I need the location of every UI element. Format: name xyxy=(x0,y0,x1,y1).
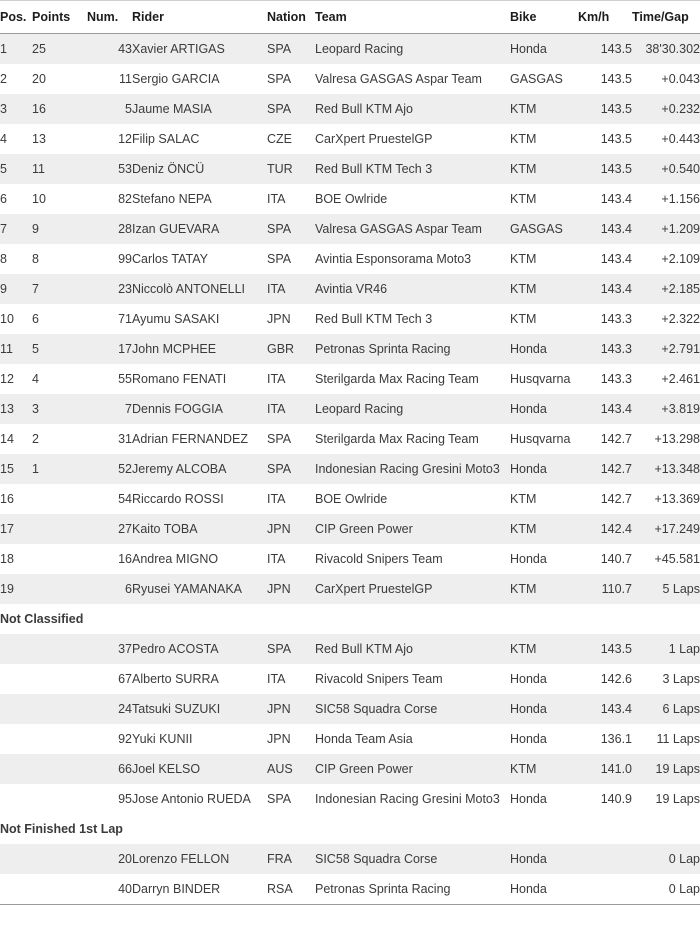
cell-gap: +0.043 xyxy=(632,64,700,94)
cell-kmh: 110.7 xyxy=(578,574,632,604)
cell-rider: Joel KELSO xyxy=(132,754,267,784)
cell-num: 20 xyxy=(87,844,132,874)
cell-pos: 16 xyxy=(0,484,32,514)
cell-rider: Ayumu SASAKI xyxy=(132,304,267,334)
table-row[interactable] xyxy=(0,484,700,514)
cell-bike: Honda xyxy=(510,334,578,364)
cell-rider: Izan GUEVARA xyxy=(132,214,267,244)
cell-rider: Romano FENATI xyxy=(132,364,267,394)
cell-rider: John MCPHEE xyxy=(132,334,267,364)
cell-gap: 0 Lap xyxy=(632,874,700,905)
cell-kmh: 143.4 xyxy=(578,244,632,274)
cell-bike: KTM xyxy=(510,514,578,544)
cell-pos: 1 xyxy=(0,34,32,65)
table-row[interactable] xyxy=(0,64,700,94)
cell-gap: 3 Laps xyxy=(632,664,700,694)
column-header-points[interactable]: Points xyxy=(32,1,87,34)
table-row[interactable] xyxy=(0,574,700,604)
cell-points xyxy=(32,844,87,874)
table-row[interactable] xyxy=(0,154,700,184)
cell-pos xyxy=(0,694,32,724)
table-row[interactable] xyxy=(0,844,700,874)
cell-team: Indonesian Racing Gresini Moto3 xyxy=(315,454,510,484)
cell-rider: Darryn BINDER xyxy=(132,874,267,905)
cell-gap: 6 Laps xyxy=(632,694,700,724)
cell-num: 16 xyxy=(87,544,132,574)
cell-num: 11 xyxy=(87,64,132,94)
cell-nation: SPA xyxy=(267,214,315,244)
cell-nation: ITA xyxy=(267,394,315,424)
cell-bike: Honda xyxy=(510,454,578,484)
cell-num: 6 xyxy=(87,574,132,604)
table-row[interactable] xyxy=(0,784,700,814)
cell-kmh: 141.0 xyxy=(578,754,632,784)
cell-gap: +13.369 xyxy=(632,484,700,514)
cell-gap: +2.109 xyxy=(632,244,700,274)
cell-nation: GBR xyxy=(267,334,315,364)
cell-points: 20 xyxy=(32,64,87,94)
cell-rider: Lorenzo FELLON xyxy=(132,844,267,874)
cell-num: 66 xyxy=(87,754,132,784)
cell-bike: Honda xyxy=(510,664,578,694)
column-header-gap[interactable]: Time/Gap xyxy=(632,1,700,34)
cell-num: 53 xyxy=(87,154,132,184)
cell-team: Red Bull KTM Ajo xyxy=(315,634,510,664)
column-header-kmh[interactable]: Km/h xyxy=(578,1,632,34)
cell-points: 7 xyxy=(32,274,87,304)
cell-team: Red Bull KTM Ajo xyxy=(315,94,510,124)
cell-nation: SPA xyxy=(267,784,315,814)
table-row[interactable] xyxy=(0,34,700,65)
table-header xyxy=(0,1,700,34)
cell-rider: Andrea MIGNO xyxy=(132,544,267,574)
table-row[interactable] xyxy=(0,424,700,454)
cell-team: Avintia Esponsorama Moto3 xyxy=(315,244,510,274)
cell-points: 4 xyxy=(32,364,87,394)
cell-bike: KTM xyxy=(510,184,578,214)
cell-gap: +45.581 xyxy=(632,544,700,574)
table-body xyxy=(0,34,700,935)
cell-nation: ITA xyxy=(267,364,315,394)
cell-team: SIC58 Squadra Corse xyxy=(315,694,510,724)
cell-bike: KTM xyxy=(510,754,578,784)
cell-num: 52 xyxy=(87,454,132,484)
cell-points: 11 xyxy=(32,154,87,184)
cell-team: Leopard Racing xyxy=(315,394,510,424)
cell-kmh: 143.5 xyxy=(578,634,632,664)
cell-gap: 19 Laps xyxy=(632,754,700,784)
cell-gap: 19 Laps xyxy=(632,784,700,814)
table-row[interactable] xyxy=(0,214,700,244)
cell-bike: KTM xyxy=(510,304,578,334)
cell-pos xyxy=(0,754,32,784)
cell-pos: 12 xyxy=(0,364,32,394)
cell-kmh: 140.9 xyxy=(578,784,632,814)
cell-gap: 1 Lap xyxy=(632,634,700,664)
cell-points xyxy=(32,634,87,664)
cell-points: 8 xyxy=(32,244,87,274)
cell-points xyxy=(32,514,87,544)
cell-points xyxy=(32,874,87,905)
cell-nation: TUR xyxy=(267,154,315,184)
cell-gap: +2.185 xyxy=(632,274,700,304)
cell-pos: 8 xyxy=(0,244,32,274)
cell-team: CIP Green Power xyxy=(315,754,510,784)
cell-pos: 10 xyxy=(0,304,32,334)
cell-team: SIC58 Squadra Corse xyxy=(315,844,510,874)
cell-pos xyxy=(0,634,32,664)
cell-gap: +2.461 xyxy=(632,364,700,394)
cell-kmh: 143.4 xyxy=(578,214,632,244)
cell-points: 25 xyxy=(32,34,87,65)
cell-kmh: 143.3 xyxy=(578,364,632,394)
cell-num: 54 xyxy=(87,484,132,514)
cell-team: Honda Team Asia xyxy=(315,724,510,754)
column-header-bike[interactable]: Bike xyxy=(510,1,578,34)
cell-bike: KTM xyxy=(510,484,578,514)
cell-points xyxy=(32,544,87,574)
cell-rider: Filip SALAC xyxy=(132,124,267,154)
cell-points: 10 xyxy=(32,184,87,214)
table-row[interactable] xyxy=(0,694,700,724)
cell-nation: AUS xyxy=(267,754,315,784)
cell-team: CIP Green Power xyxy=(315,514,510,544)
cell-kmh: 143.3 xyxy=(578,334,632,364)
cell-nation: JPN xyxy=(267,514,315,544)
cell-bike: KTM xyxy=(510,94,578,124)
cell-rider: Riccardo ROSSI xyxy=(132,484,267,514)
cell-kmh xyxy=(578,874,632,905)
cell-pos: 5 xyxy=(0,154,32,184)
table-row[interactable] xyxy=(0,304,700,334)
cell-bike: Honda xyxy=(510,874,578,905)
cell-points xyxy=(32,724,87,754)
column-header-num[interactable]: Num. xyxy=(87,1,132,34)
cell-pos: 9 xyxy=(0,274,32,304)
cell-bike: Honda xyxy=(510,694,578,724)
cell-points xyxy=(32,484,87,514)
cell-team: Valresa GASGAS Aspar Team xyxy=(315,214,510,244)
cell-bike: Honda xyxy=(510,724,578,754)
cell-team: Avintia VR46 xyxy=(315,274,510,304)
cell-points: 1 xyxy=(32,454,87,484)
cell-team: CarXpert PruestelGP xyxy=(315,124,510,154)
cell-nation: SPA xyxy=(267,34,315,65)
cell-kmh: 143.3 xyxy=(578,304,632,334)
cell-team: Rivacold Snipers Team xyxy=(315,544,510,574)
cell-points xyxy=(32,754,87,784)
cell-pos xyxy=(0,874,32,905)
cell-gap: 5 Laps xyxy=(632,574,700,604)
cell-nation: JPN xyxy=(267,724,315,754)
cell-team: Petronas Sprinta Racing xyxy=(315,334,510,364)
section-heading: Not Classified xyxy=(0,604,700,634)
cell-pos: 7 xyxy=(0,214,32,244)
cell-kmh: 136.1 xyxy=(578,724,632,754)
cell-kmh: 142.4 xyxy=(578,514,632,544)
cell-gap: +17.249 xyxy=(632,514,700,544)
header-row xyxy=(0,1,700,34)
cell-kmh: 142.7 xyxy=(578,424,632,454)
section-heading-row xyxy=(0,814,700,844)
cell-kmh: 143.5 xyxy=(578,94,632,124)
cell-bike: KTM xyxy=(510,244,578,274)
cell-rider: Carlos TATAY xyxy=(132,244,267,274)
cell-num: 28 xyxy=(87,214,132,244)
cell-points: 9 xyxy=(32,214,87,244)
cell-bike: GASGAS xyxy=(510,64,578,94)
cell-points xyxy=(32,574,87,604)
cell-gap: +1.156 xyxy=(632,184,700,214)
cell-kmh: 142.7 xyxy=(578,484,632,514)
cell-rider: Tatsuki SUZUKI xyxy=(132,694,267,724)
table-row[interactable] xyxy=(0,364,700,394)
cell-bike: Honda xyxy=(510,34,578,65)
cell-gap: 38'30.302 xyxy=(632,34,700,65)
table-row[interactable] xyxy=(0,874,700,905)
cell-team: Petronas Sprinta Racing xyxy=(315,874,510,905)
cell-bike: KTM xyxy=(510,634,578,664)
cell-nation: ITA xyxy=(267,544,315,574)
cell-rider: Jeremy ALCOBA xyxy=(132,454,267,484)
cell-nation: SPA xyxy=(267,94,315,124)
cell-bike: KTM xyxy=(510,274,578,304)
cell-rider: Ryusei YAMANAKA xyxy=(132,574,267,604)
cell-pos xyxy=(0,664,32,694)
cell-pos: 14 xyxy=(0,424,32,454)
cell-rider: Alberto SURRA xyxy=(132,664,267,694)
column-header-pos[interactable]: Pos. xyxy=(0,1,32,34)
cell-pos: 18 xyxy=(0,544,32,574)
cell-kmh: 140.7 xyxy=(578,544,632,574)
cell-num: 7 xyxy=(87,394,132,424)
cell-team: Indonesian Racing Gresini Moto3 xyxy=(315,784,510,814)
cell-nation: SPA xyxy=(267,424,315,454)
cell-num: 92 xyxy=(87,724,132,754)
cell-gap: +13.298 xyxy=(632,424,700,454)
table-row[interactable] xyxy=(0,94,700,124)
cell-num: 23 xyxy=(87,274,132,304)
cell-num: 71 xyxy=(87,304,132,334)
cell-gap: +2.322 xyxy=(632,304,700,334)
cell-rider: Stefano NEPA xyxy=(132,184,267,214)
cell-team: Red Bull KTM Tech 3 xyxy=(315,304,510,334)
table-row[interactable] xyxy=(0,334,700,364)
table-row[interactable] xyxy=(0,454,700,484)
cell-rider: Yuki KUNII xyxy=(132,724,267,754)
cell-pos: 6 xyxy=(0,184,32,214)
cell-num: 5 xyxy=(87,94,132,124)
cell-points xyxy=(32,664,87,694)
cell-pos xyxy=(0,784,32,814)
table-row[interactable] xyxy=(0,184,700,214)
cell-nation: ITA xyxy=(267,484,315,514)
cell-rider: Adrian FERNANDEZ xyxy=(132,424,267,454)
table-row[interactable] xyxy=(0,394,700,424)
cell-team: Red Bull KTM Tech 3 xyxy=(315,154,510,184)
cell-rider: Niccolò ANTONELLI xyxy=(132,274,267,304)
cell-nation: CZE xyxy=(267,124,315,154)
cell-team: Sterilgarda Max Racing Team xyxy=(315,424,510,454)
column-header-rider[interactable]: Rider xyxy=(132,1,267,34)
cell-nation: RSA xyxy=(267,874,315,905)
cell-rider: Jose Antonio RUEDA xyxy=(132,784,267,814)
table-row[interactable] xyxy=(0,544,700,574)
cell-team: Rivacold Snipers Team xyxy=(315,664,510,694)
cell-nation: SPA xyxy=(267,454,315,484)
cell-num: 17 xyxy=(87,334,132,364)
cell-bike: KTM xyxy=(510,154,578,184)
cell-num: 40 xyxy=(87,874,132,905)
column-header-nation[interactable]: Nation xyxy=(267,1,315,34)
cell-kmh xyxy=(578,844,632,874)
cell-points: 16 xyxy=(32,94,87,124)
cell-gap: +0.232 xyxy=(632,94,700,124)
cell-gap: +2.791 xyxy=(632,334,700,364)
cell-kmh: 143.4 xyxy=(578,274,632,304)
cell-team: Sterilgarda Max Racing Team xyxy=(315,364,510,394)
cell-kmh: 143.4 xyxy=(578,184,632,214)
table-row[interactable] xyxy=(0,244,700,274)
cell-pos: 3 xyxy=(0,94,32,124)
cell-nation: ITA xyxy=(267,664,315,694)
cell-rider: Jaume MASIA xyxy=(132,94,267,124)
cell-pos xyxy=(0,844,32,874)
cell-num: 43 xyxy=(87,34,132,65)
cell-pos: 11 xyxy=(0,334,32,364)
cell-gap: 11 Laps xyxy=(632,724,700,754)
cell-bike: Husqvarna xyxy=(510,364,578,394)
cell-num: 27 xyxy=(87,514,132,544)
cell-pos xyxy=(0,724,32,754)
cell-kmh: 142.6 xyxy=(578,664,632,694)
cell-bike: KTM xyxy=(510,124,578,154)
cell-rider: Deniz ÖNCÜ xyxy=(132,154,267,184)
cell-nation: JPN xyxy=(267,574,315,604)
cell-pos: 4 xyxy=(0,124,32,154)
cell-bike: KTM xyxy=(510,574,578,604)
cell-num: 24 xyxy=(87,694,132,724)
table-row[interactable] xyxy=(0,724,700,754)
cell-kmh: 143.4 xyxy=(578,694,632,724)
cell-bike: Honda xyxy=(510,394,578,424)
cell-nation: SPA xyxy=(267,244,315,274)
cell-team: BOE Owlride xyxy=(315,184,510,214)
cell-team: Valresa GASGAS Aspar Team xyxy=(315,64,510,94)
cell-team: BOE Owlride xyxy=(315,484,510,514)
cell-num: 55 xyxy=(87,364,132,394)
cell-nation: SPA xyxy=(267,64,315,94)
cell-bike: Honda xyxy=(510,844,578,874)
cell-nation: ITA xyxy=(267,274,315,304)
cell-gap: +1.209 xyxy=(632,214,700,244)
cell-team: Leopard Racing xyxy=(315,34,510,65)
cell-num: 31 xyxy=(87,424,132,454)
cell-kmh: 143.5 xyxy=(578,124,632,154)
cell-rider: Sergio GARCIA xyxy=(132,64,267,94)
cell-num: 99 xyxy=(87,244,132,274)
cell-bike: GASGAS xyxy=(510,214,578,244)
cell-num: 12 xyxy=(87,124,132,154)
cell-kmh: 143.5 xyxy=(578,154,632,184)
cell-num: 67 xyxy=(87,664,132,694)
table-row[interactable] xyxy=(0,634,700,664)
section-heading: Not Finished 1st Lap xyxy=(0,814,700,844)
cell-points xyxy=(32,694,87,724)
cell-kmh: 142.7 xyxy=(578,454,632,484)
cell-points: 2 xyxy=(32,424,87,454)
cell-pos: 15 xyxy=(0,454,32,484)
section-heading-row xyxy=(0,604,700,634)
cell-points: 6 xyxy=(32,304,87,334)
cell-team: CarXpert PruestelGP xyxy=(315,574,510,604)
cell-kmh: 143.5 xyxy=(578,34,632,65)
cell-nation: JPN xyxy=(267,694,315,724)
table-row[interactable] xyxy=(0,124,700,154)
cell-bike: Husqvarna xyxy=(510,424,578,454)
cell-kmh: 143.5 xyxy=(578,64,632,94)
cell-num: 37 xyxy=(87,634,132,664)
cell-num: 95 xyxy=(87,784,132,814)
table-row[interactable] xyxy=(0,514,700,544)
cell-nation: JPN xyxy=(267,304,315,334)
cell-points xyxy=(32,784,87,814)
table-row[interactable] xyxy=(0,664,700,694)
cell-gap: +3.819 xyxy=(632,394,700,424)
cell-points: 13 xyxy=(32,124,87,154)
cell-rider: Dennis FOGGIA xyxy=(132,394,267,424)
cell-bike: Honda xyxy=(510,544,578,574)
cell-nation: FRA xyxy=(267,844,315,874)
cell-pos: 2 xyxy=(0,64,32,94)
cell-gap: 0 Lap xyxy=(632,844,700,874)
cell-points: 5 xyxy=(32,334,87,364)
column-header-team[interactable]: Team xyxy=(315,1,510,34)
table-row[interactable] xyxy=(0,274,700,304)
cell-nation: SPA xyxy=(267,634,315,664)
cell-gap: +0.540 xyxy=(632,154,700,184)
cell-num: 82 xyxy=(87,184,132,214)
cell-points: 3 xyxy=(32,394,87,424)
cell-pos: 13 xyxy=(0,394,32,424)
cell-rider: Kaito TOBA xyxy=(132,514,267,544)
cell-pos: 17 xyxy=(0,514,32,544)
cell-rider: Pedro ACOSTA xyxy=(132,634,267,664)
cell-rider: Xavier ARTIGAS xyxy=(132,34,267,65)
cell-gap: +0.443 xyxy=(632,124,700,154)
cell-pos: 19 xyxy=(0,574,32,604)
cell-nation: ITA xyxy=(267,184,315,214)
table-row[interactable] xyxy=(0,754,700,784)
cell-gap: +13.348 xyxy=(632,454,700,484)
cell-kmh: 143.4 xyxy=(578,394,632,424)
cell-bike: Honda xyxy=(510,784,578,814)
